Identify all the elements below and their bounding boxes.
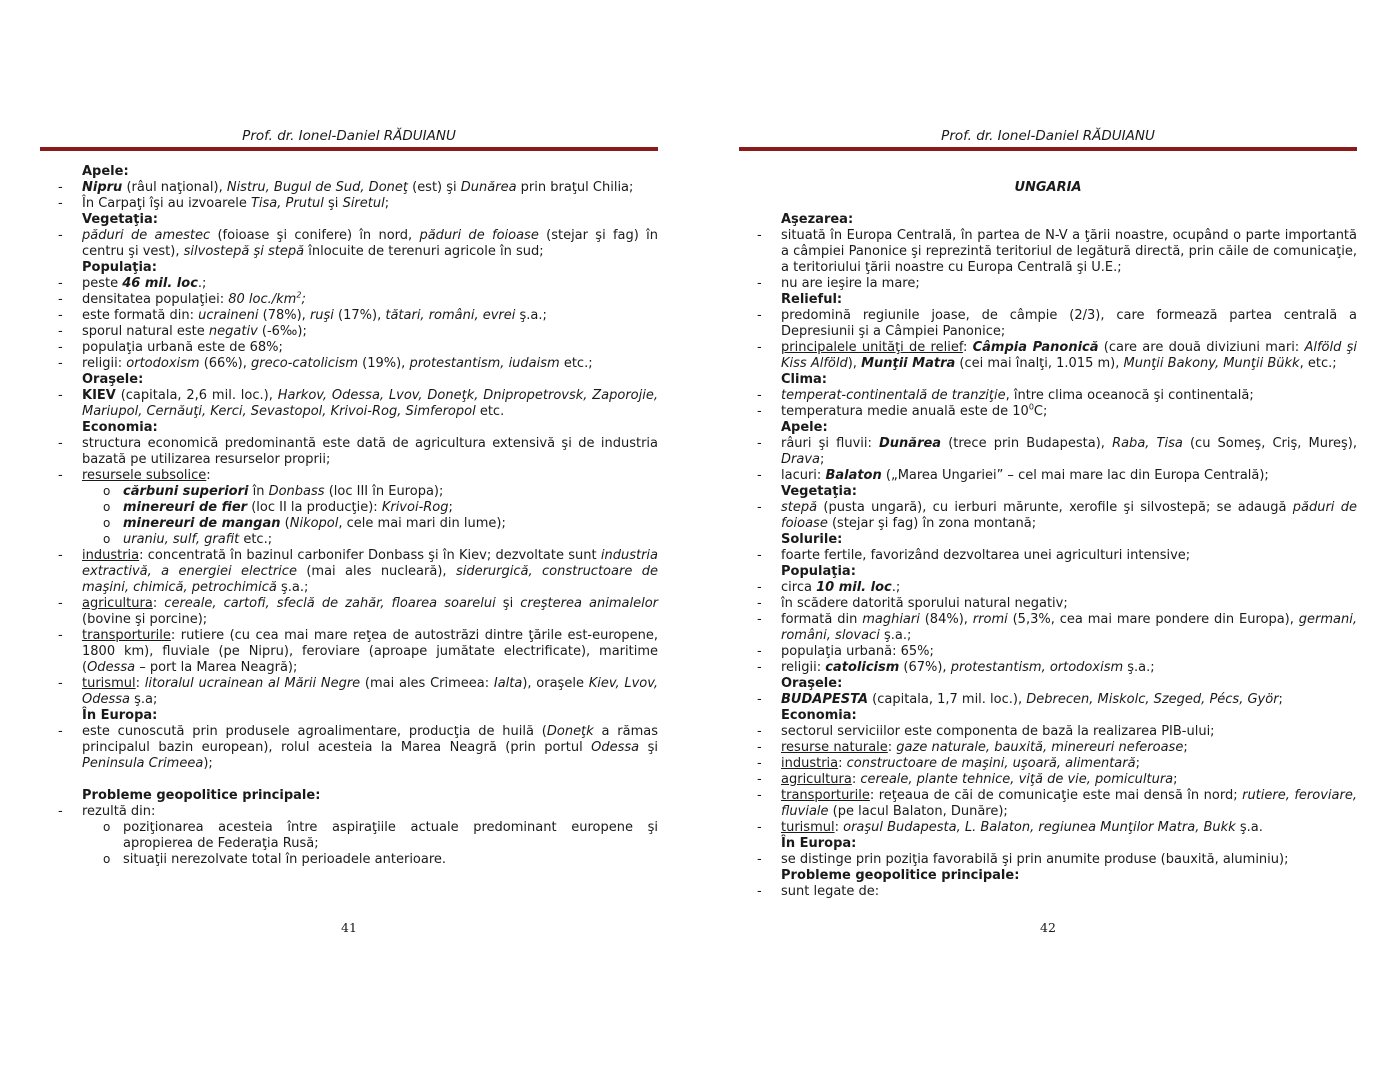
page-content [739,164,1357,900]
bullet-item: - religii: ortodoxism (66%), greco-catolicism (19%), protestantism, iudaism etc.; [40,356,658,372]
section-heading: În Europa: [781,836,857,851]
bullet-item: - populaţia urbană este de 68%; [40,340,658,356]
bullet-item: - păduri de amestec (foioase şi conifere) în nord, păduri de foioase (stejar şi fag) în centru şi vest), silvostepă şi stepă înlocuite de terenuri agricole în sud; [40,228,658,260]
bullet-item: - BUDAPESTA (capitala, 1,7 mil. loc.), Debrecen, Miskolc, Szeged, Pécs, Györ; [739,692,1357,708]
bullet-item: - nu are ieşire la mare; [739,276,1357,292]
section-heading: Relieful: [781,292,843,307]
section-title: UNGARIA [1014,180,1082,195]
section-heading: Apele: [82,164,129,179]
bullet-item: - turismul: litoralul ucrainean al Mării Negre (mai ales Crimeea: Ialta), oraşele Kiev, Lvov, Odessa ş.a; [40,676,658,708]
bullet-item: - resurse naturale: gaze naturale, bauxită, minereuri neferoase; [739,740,1357,756]
bullet-item: - densitatea populaţiei: 80 $loc./km^2$; [40,292,658,308]
page-content [40,164,658,868]
bullet-item: - turismul: oraşul Budapesta, L. Balaton, regiunea Munţilor Matra, Bukk ş.a. [739,820,1357,836]
bullet-item: - industria: constructoare de maşini, uşoară, alimentară; [739,756,1357,772]
section-heading: Aşezarea: [781,212,854,227]
bullet-item: - transporturile: reţeaua de căi de comunicaţie este mai densă în nord; rutiere, feroviare, fluviale (pe lacul Balaton, Dunăre); [739,788,1357,820]
section-heading: Vegetaţia: [82,212,158,227]
bullet-item: - agricultura: cereale, plante tehnice, viţă de vie, pomicultura; [739,772,1357,788]
sub-bullet-item: o minereuri de mangan (Nikopol, cele mai mari din lume); [40,516,658,532]
section-heading: Economia: [781,708,857,723]
bullet-item: - industria: concentrată în bazinul carbonifer Donbass şi în Kiev; dezvoltate sunt industria extractivă, a energiei electrice (mai ales nucleară), siderurgică, constructoare de maşini, chimică, petrochimică ş.a.; [40,548,658,596]
bullet-item: - în scădere datorită sporului natural negativ; [739,596,1357,612]
bullet-item: - principalele unităţi de relief: Câmpia Panonică (care are două diviziuni mari: Alföld şi Kiss Alföld), Munţii Matra (cei mai înalţi, 1.015 m), Munţii Bakony, Munţii Bükk, etc.; [739,340,1357,372]
bullet-item: - În Carpaţi îşi au izvoarele Tisa, Prutul şi Siretul; [40,196,658,212]
spacer [40,772,658,788]
bullet-item: - râuri şi fluvii: Dunărea (trece prin Budapesta), Raba, Tisa (cu Someş, Criş, Mureş), Drava; [739,436,1357,468]
sub-bullet-item: o uraniu, sulf, grafit etc.; [40,532,658,548]
bullet-item: - temperatura medie anuală este de $10^0C$; [739,404,1357,420]
section-heading: Probleme geopolitice principale: [82,788,321,803]
sub-bullet-item: o cărbuni superiori în Donbass (loc III în Europa); [40,484,658,500]
sub-bullet-item: o minereuri de fier (loc II la producţie): Krivoi-Rog; [40,500,658,516]
bullet-item: - resursele subsolice: [40,468,658,484]
bullet-item: - stepă (pusta ungară), cu ierburi mărunte, xerofile şi silvostepă; se adaugă păduri de foioase (stejar şi fag) în zona montană; [739,500,1357,532]
section-heading: Clima: [781,372,827,387]
bullet-item: - situată în Europa Centrală, în partea de N-V a ţării noastre, ocupând o parte importantă a câmpiei Panonice şi reprezintă teritoriul de legătură directă, prin căile de comunicaţie, a teritoriului ţării noastre cu Europa Centrală şi U.E.; [739,228,1357,276]
section-heading: Populaţia: [82,260,157,275]
bullet-item: - sectorul serviciilor este componenta de bază la realizarea PIB-ului; [739,724,1357,740]
bullet-item: - formată din maghiari (84%), rromi (5,3%, cea mai mare pondere din Europa), germani, români, slovaci ş.a.; [739,612,1357,644]
bullet-item: - se distinge prin poziţia favorabilă şi prin anumite produse (bauxită, aluminiu); [739,852,1357,868]
header-rule [40,147,658,151]
bullet-item: - structura economică predominantă este dată de agricultura extensivă şi de industria bazată pe utilizarea resurselor proprii; [40,436,658,468]
header-rule [739,147,1357,151]
bullet-item: - transporturile: rutiere (cu cea mai mare reţea de autostrăzi dintre ţările est-europene, 1800 km), fluviale (pe Nipru), feroviare (aproape jumătate electrificate), maritime (Odessa – port la Marea Neagră); [40,628,658,676]
section-heading: Probleme geopolitice principale: [781,868,1020,883]
bullet-item: - este cunoscută prin produsele agroalimentare, producţia de huilă (Doneţk a rămas principalul bazin european), rolul acesteia la Marea Neagră (prin portul Odessa şi Peninsula Crimeea); [40,724,658,772]
section-heading: Populaţia: [781,564,856,579]
bullet-item: - agricultura: cereale, cartofi, sfeclă de zahăr, floarea soarelui şi creşterea animalelor (bovine şi porcine); [40,596,658,628]
bullet-item: - predomină regiunile joase, de câmpie (2/3), care formează partea centrală a Depresiunii şi a Câmpiei Panonice; [739,308,1357,340]
section-heading: Oraşele: [781,676,843,691]
bullet-item: - populaţia urbană: 65%; [739,644,1357,660]
section-body [739,212,1357,900]
bullet-item: - religii: catolicism (67%), protestantism, ortodoxism ş.a.; [739,660,1357,676]
bullet-item: - foarte fertile, favorizând dezvoltarea unei agriculturi intensive; [739,548,1357,564]
sub-bullet-item: o situaţii nerezolvate total în perioadele anterioare. [40,852,658,868]
bullet-item: - este formată din: ucraineni (78%), ruşi (17%), tătari, români, evrei ş.a.; [40,308,658,324]
bullet-item: - rezultă din: [40,804,658,820]
bullet-item: - peste 46 mil. loc.; [40,276,658,292]
section-heading: Vegetaţia: [781,484,857,499]
section-heading: Oraşele: [82,372,144,387]
bullet-item: - KIEV (capitala, 2,6 mil. loc.), Harkov, Odessa, Lvov, Doneţk, Dnipropetrovsk, Zaporojie, Mariupol, Cernăuţi, Kerci, Sevastopol, Krivoi-Rog, Simferopol etc. [40,388,658,420]
sub-bullet-item: o poziţionarea acesteia între aspiraţiile actuale predominant europene şi apropierea de Federaţia Rusă; [40,820,658,852]
section-heading: Solurile: [781,532,843,547]
bullet-item: - temperat-continentală de tranziţie, între clima oceanocă şi continentală; [739,388,1357,404]
section-heading: Apele: [781,420,828,435]
bullet-item: - sporul natural este negativ (-6‰); [40,324,658,340]
section-heading: Economia: [82,420,158,435]
bullet-item: - sunt legate de: [739,884,1357,900]
bullet-item: - circa 10 mil. loc.; [739,580,1357,596]
page-header: Prof. dr. Ionel-Daniel RĂDUIANU [941,128,1155,144]
section-heading: În Europa: [82,708,158,723]
page-number: 42 [1040,920,1056,935]
page-number: 41 [341,920,357,935]
bullet-item: - lacuri: Balaton („Marea Ungariei” – cel mai mare lac din Europa Centrală); [739,468,1357,484]
page-header: Prof. dr. Ionel-Daniel RĂDUIANU [242,128,456,144]
bullet-item: - Nipru (râul naţional), Nistru, Bugul de Sud, Doneţ (est) şi Dunărea prin braţul Chilia; [40,180,658,196]
